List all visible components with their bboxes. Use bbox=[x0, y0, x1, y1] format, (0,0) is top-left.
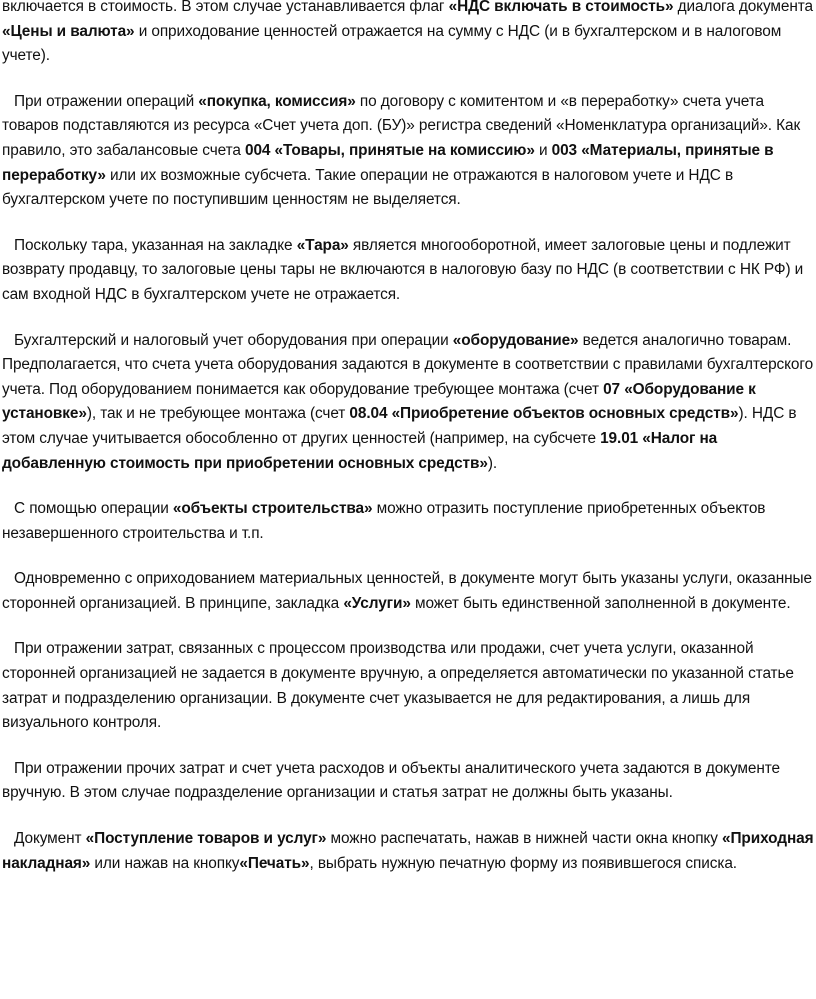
bold-text: «Цены и валюта» bbox=[2, 22, 135, 40]
bold-text: 004 «Товары, принятые на комиссию» bbox=[245, 141, 535, 159]
bold-text: «Поступление товаров и услуг» bbox=[85, 830, 327, 848]
body-text: или их возможные субсчета. Такие операции не отражаются в налоговом учете и НДС в бухгалтерском учете по поступившим ценностям не выделяется. bbox=[2, 166, 734, 209]
body-text: ). НДС в этом случае учитывается обособленно от других ценностей (например, на субсчете bbox=[2, 405, 797, 447]
paragraph bbox=[0, 329, 816, 477]
body-text: по договору с комитентом и «в переработку» счета учета товаров подставляются из ресурса «Счет учета доп. (БУ)» регистра сведений «Номенклатура организаций». Как правило, это забалансовые счета bbox=[2, 92, 801, 159]
bold-text: 19.01 «Налог на добавленную стоимость при приобретении основных средств» bbox=[2, 429, 718, 472]
bold-text: «НДС включать в стоимость» bbox=[448, 0, 674, 15]
body-text: ведется аналогично товарам. Предполагается, что счета учета оборудования задаются в документе в соответствии с правилами бухгалтерского учета. Под оборудованием понимается как оборудование требующее монтажа (счет bbox=[2, 331, 814, 398]
body-text: Поскольку тара, указанная на закладке bbox=[14, 236, 297, 254]
paragraph bbox=[0, 497, 816, 546]
body-text: может быть единственной заполненной в документе. bbox=[410, 594, 791, 612]
bold-text: «оборудование» bbox=[452, 331, 579, 349]
paragraph bbox=[0, 567, 816, 616]
bold-text: «Печать» bbox=[239, 854, 310, 872]
paragraph bbox=[0, 827, 816, 876]
bold-text: 003 «Материалы, принятые в переработку» bbox=[2, 141, 774, 184]
paragraph bbox=[0, 234, 816, 308]
bold-text: 08.04 «Приобретение объектов основных средств» bbox=[349, 405, 739, 423]
body-text: При отражении затрат, связанных с процессом производства или продажи, счет учета услуги, оказанной сторонней организацией не задается в документе вручную, а определяется автоматически по указанной статье затрат и подразделению организации. В документе счет указывается не для редактирования, а лишь для визуального контроля. bbox=[2, 640, 794, 732]
body-text: С помощью операции bbox=[14, 500, 173, 518]
bold-text: «Услуги» bbox=[343, 594, 411, 612]
bold-text: 07 «Оборудование к установке» bbox=[2, 380, 756, 423]
paragraph bbox=[0, 757, 816, 806]
body-text: диалога документа bbox=[673, 0, 813, 15]
body-text: Бухгалтерский и налоговый учет оборудования при операции bbox=[14, 331, 453, 349]
paragraph bbox=[0, 90, 816, 213]
bold-text: «объекты строительства» bbox=[172, 500, 373, 518]
body-text: включается в стоимость. В этом случае устанавливается флаг bbox=[2, 0, 449, 15]
bold-text: «Тара» bbox=[296, 236, 349, 254]
body-text: и bbox=[534, 141, 552, 159]
body-text: можно распечатать, нажав в нижней части окна кнопку bbox=[326, 830, 723, 848]
body-text: можно отразить поступление приобретенных объектов незавершенного строительства и т.п. bbox=[2, 500, 766, 542]
body-text: При отражении прочих затрат и счет учета расходов и объекты аналитического учета задаются в документе вручную. В этом случае подразделение организации и статья затрат не должны быть указаны. bbox=[2, 759, 780, 802]
paragraph bbox=[0, 637, 816, 735]
bold-text: «покупка, комиссия» bbox=[198, 92, 356, 110]
body-text: является многооборотной, имеет залоговые цены и подлежит возврату продавцу, то залоговые цены тары не включаются в налоговую базу по НДС (в соответствии с НК РФ) и сам входной НДС в бухгалтерском учете не отражается. bbox=[2, 236, 804, 303]
body-text: При отражении операций bbox=[14, 92, 199, 110]
body-text: , выбрать нужную печатную форму из появившегося списка. bbox=[309, 854, 737, 872]
body-text: Документ bbox=[14, 830, 86, 848]
body-text: ). bbox=[487, 454, 498, 472]
body-text: Одновременно с оприходованием материальных ценностей, в документе могут быть указаны услуги, оказанные сторонней организацией. В принципе, закладка bbox=[2, 570, 812, 612]
paragraph bbox=[0, 0, 816, 69]
body-text: и оприходование ценностей отражается на сумму с НДС (и в бухгалтерском и в налоговом учете). bbox=[2, 22, 782, 65]
body-text: ), так и не требующее монтажа (счет bbox=[86, 405, 350, 423]
body-text: или нажав на кнопку bbox=[90, 854, 240, 872]
bold-text: «Приходная накладная» bbox=[2, 830, 814, 872]
